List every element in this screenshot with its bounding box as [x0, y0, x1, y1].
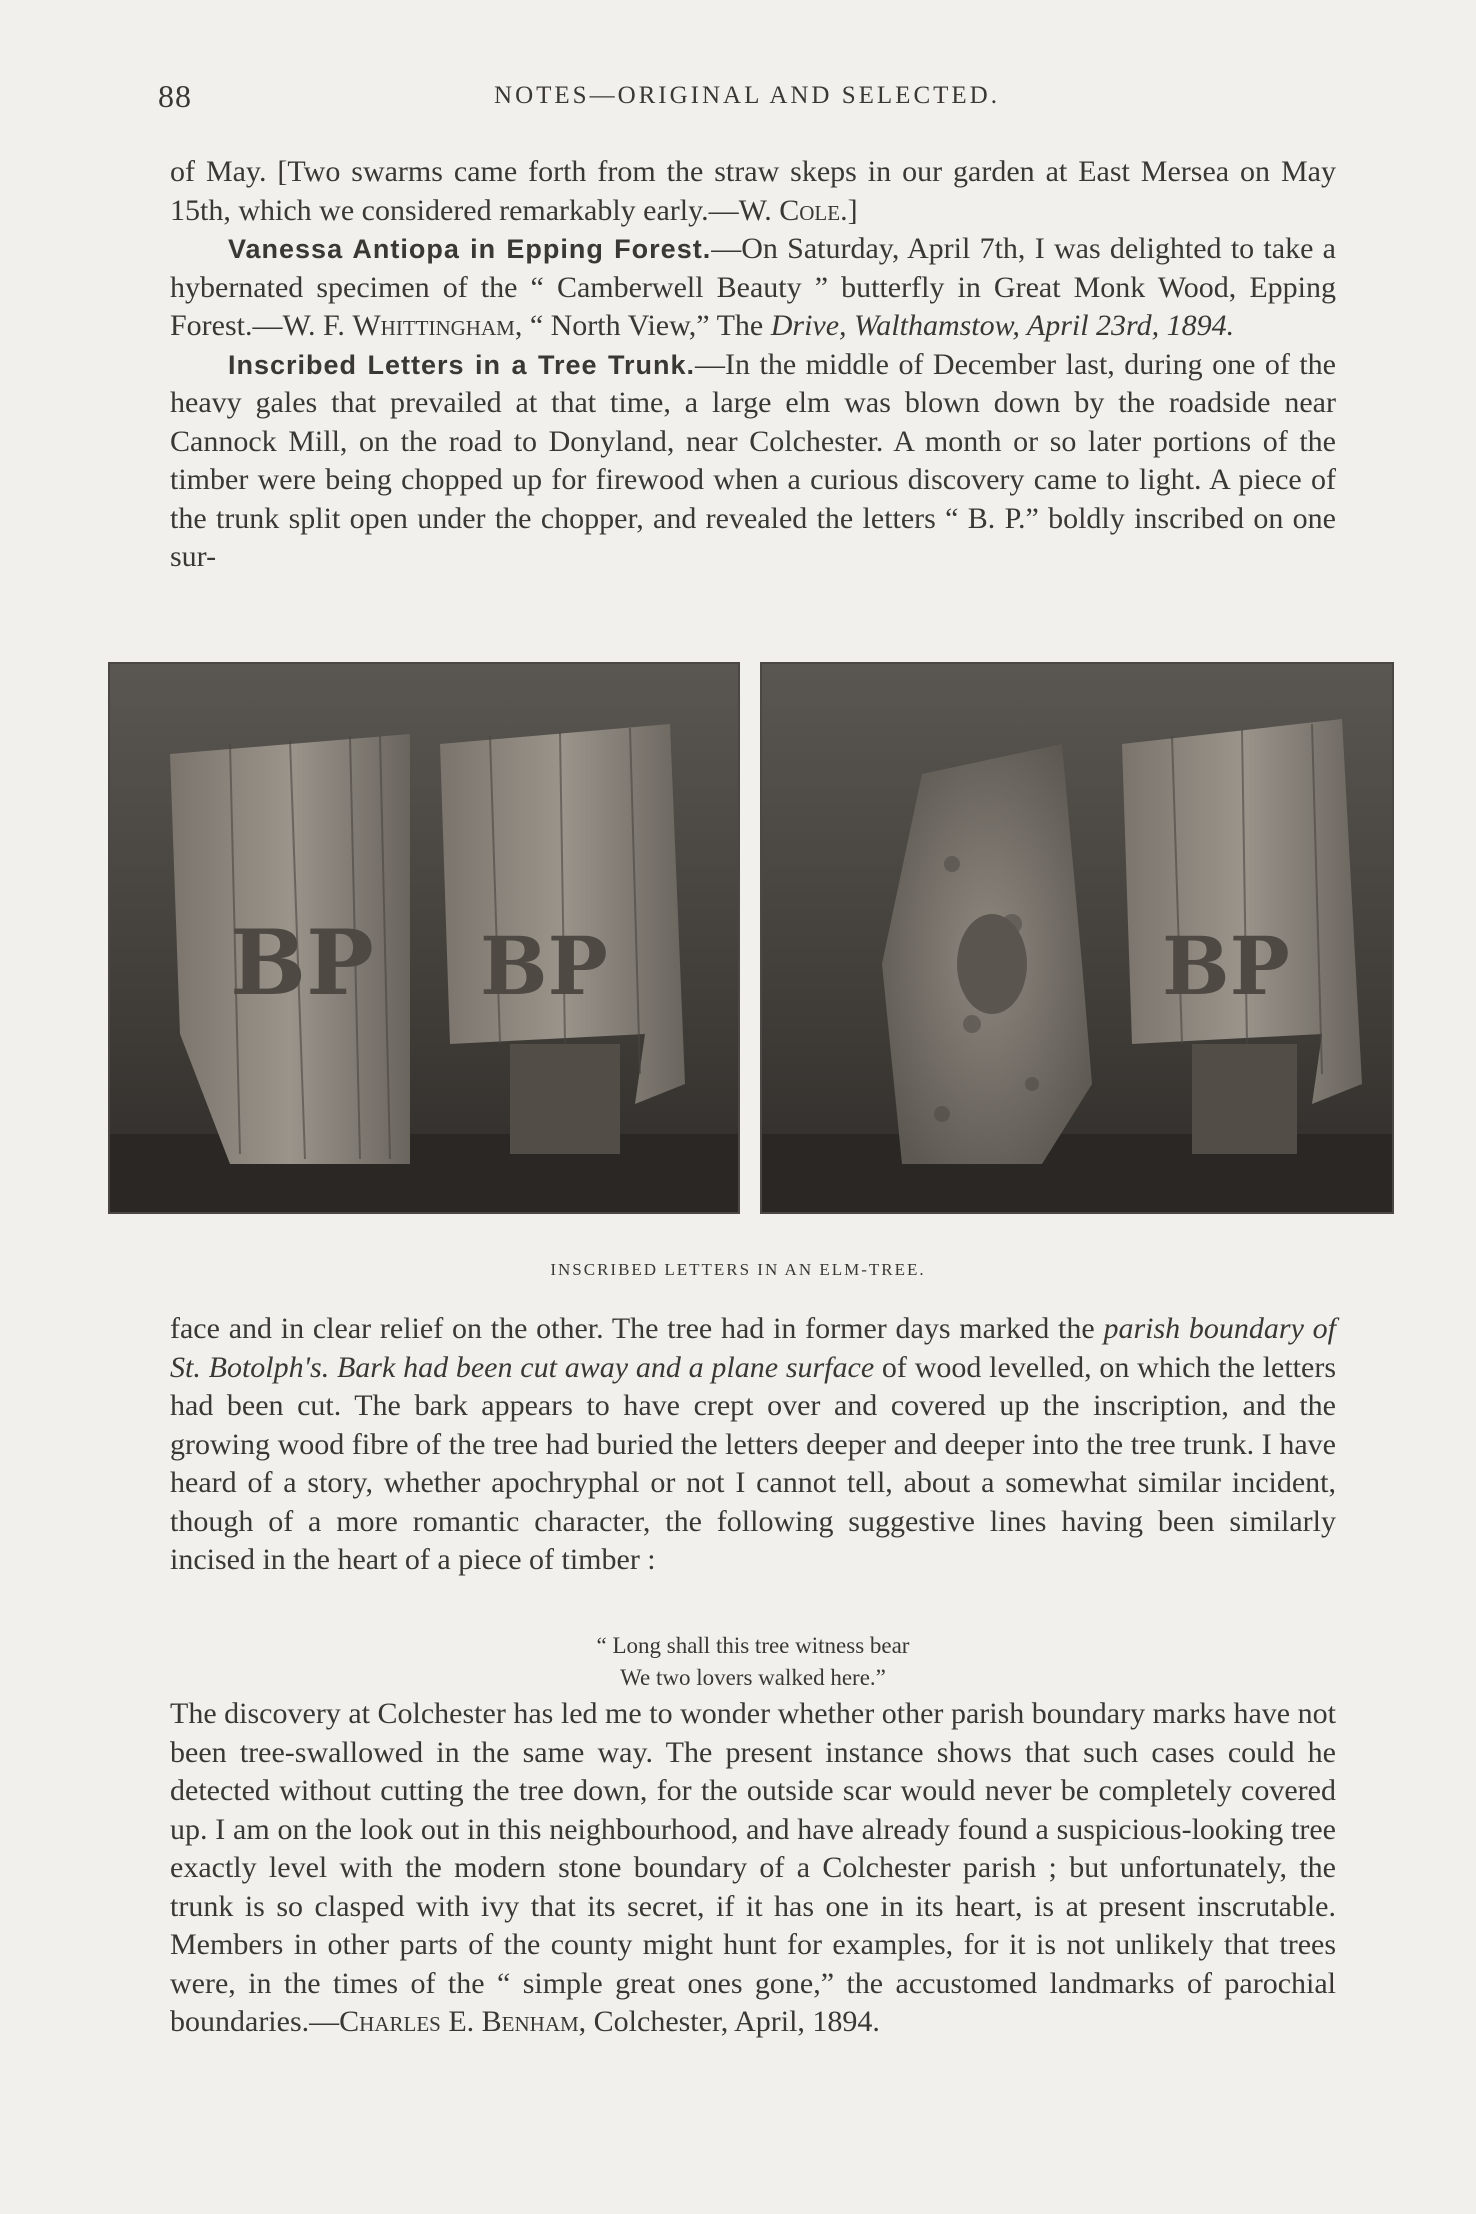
- verse-line-2: We two lovers walked here.”: [620, 1665, 886, 1690]
- top-text-block: [170, 153, 1336, 577]
- bottom-text-block: [170, 1310, 1336, 1580]
- photo-left-illustration: [110, 664, 738, 1212]
- author-benham: Charles E. Benham: [339, 2005, 579, 2038]
- carved-letters-right: BP: [1162, 919, 1290, 1013]
- place-date: Drive, Walthamstow, April 23rd, 1894.: [770, 309, 1235, 342]
- section-heading-inscribed: Inscribed Letters in a Tree Trunk.: [228, 349, 696, 380]
- carved-letters-left-b: BP: [480, 919, 608, 1013]
- photo-right-wood-halves: [760, 662, 1394, 1214]
- figure-caption: INSCRIBED LETTERS IN AN ELM-TREE.: [550, 1260, 926, 1279]
- final-text-block: [170, 1695, 1336, 2042]
- paragraph-vanessa: Vanessa Antiopa in Epping Forest.—On Saturday, April 7th, I was delighted to take a hybernated specimen of the “ Camberwell Beauty ” butterfly in Great Monk Wood, Epping Forest.—W. F. Whittingham, “ North View,” The Drive, Walthamstow, April 23rd, 1894.: [170, 232, 1336, 342]
- section-heading-vanessa: Vanessa Antiopa in Epping Forest.: [228, 234, 712, 264]
- italic-passage: parish boundary of St. Botolph's. Bark had been cut away and a plane surface: [170, 1312, 1336, 1384]
- verse-quote: [170, 1630, 1336, 1694]
- verse-line-1: “ Long shall this tree witness bear: [596, 1633, 910, 1658]
- paragraph-continued: face and in clear relief on the other. The tree had in former days marked the parish boundary of St. Botolph's. Bark had been cut away and a plane surface of wood levelled, on which the letters had been cut. The bark appears to have crept over and covered up the inscription, and the growing wood fibre of the tree had buried the letters deeper and deeper into the tree trunk. I have heard of a story, whether apochryphal or not I cannot tell, about a somewhat similar incident, though of a more romantic character, the following suggestive lines having been similarly incised in the heart of a piece of timber :: [170, 1312, 1336, 1576]
- page-number: 88: [158, 78, 192, 114]
- photo-left-wood-halves: [108, 662, 740, 1214]
- paragraph-discovery: The discovery at Colchester has led me to wonder whether other parish boundary marks have not been tree-swallowed in the same way. The present instance shows that such cases could he detected without cutting the tree down, for the outside scar would never be completely covered up. I am on the look out in this neighbourhood, and have already found a suspicious-looking tree exactly level with the modern stone boundary of a Colchester parish ; but unfortunately, the trunk is so clasped with ivy that its secret, if it has one in its heart, is at present inscrutable. Members in other parts of the county might hunt for examples, for it is not unlikely that trees were, in the times of the “ simple great ones gone,” the accustomed landmarks of parochial boundaries.—Charles E. Benham, Colchester, April, 1894.: [170, 1697, 1336, 2038]
- page-header: [158, 78, 1336, 118]
- paragraph-swarms: of May. [Two swarms came forth from the straw skeps in our garden at East Mersea on May 15th, which we considered remarkably early.—W. Cole.]: [170, 155, 1336, 227]
- paragraph-inscribed: Inscribed Letters in a Tree Trunk.—In the middle of December last, during one of the heavy gales that prevailed at that time, a large elm was blown down by the roadside near Cannock Mill, on the road to Donyland, near Colchester. A month or so later portions of the timber were being chopped up for firewood when a curious discovery came to light. A piece of the trunk split open under the chopper, and revealed the letters “ B. P.” boldly inscribed on one sur-: [170, 347, 1337, 573]
- author-whittingham: Whittingham: [352, 309, 515, 342]
- carved-letters-left-a: BP: [230, 910, 374, 1016]
- photo-right-illustration: [762, 664, 1392, 1212]
- running-title: NOTES—ORIGINAL AND SELECTED.: [494, 82, 1000, 109]
- author-cole: Cole: [779, 193, 841, 227]
